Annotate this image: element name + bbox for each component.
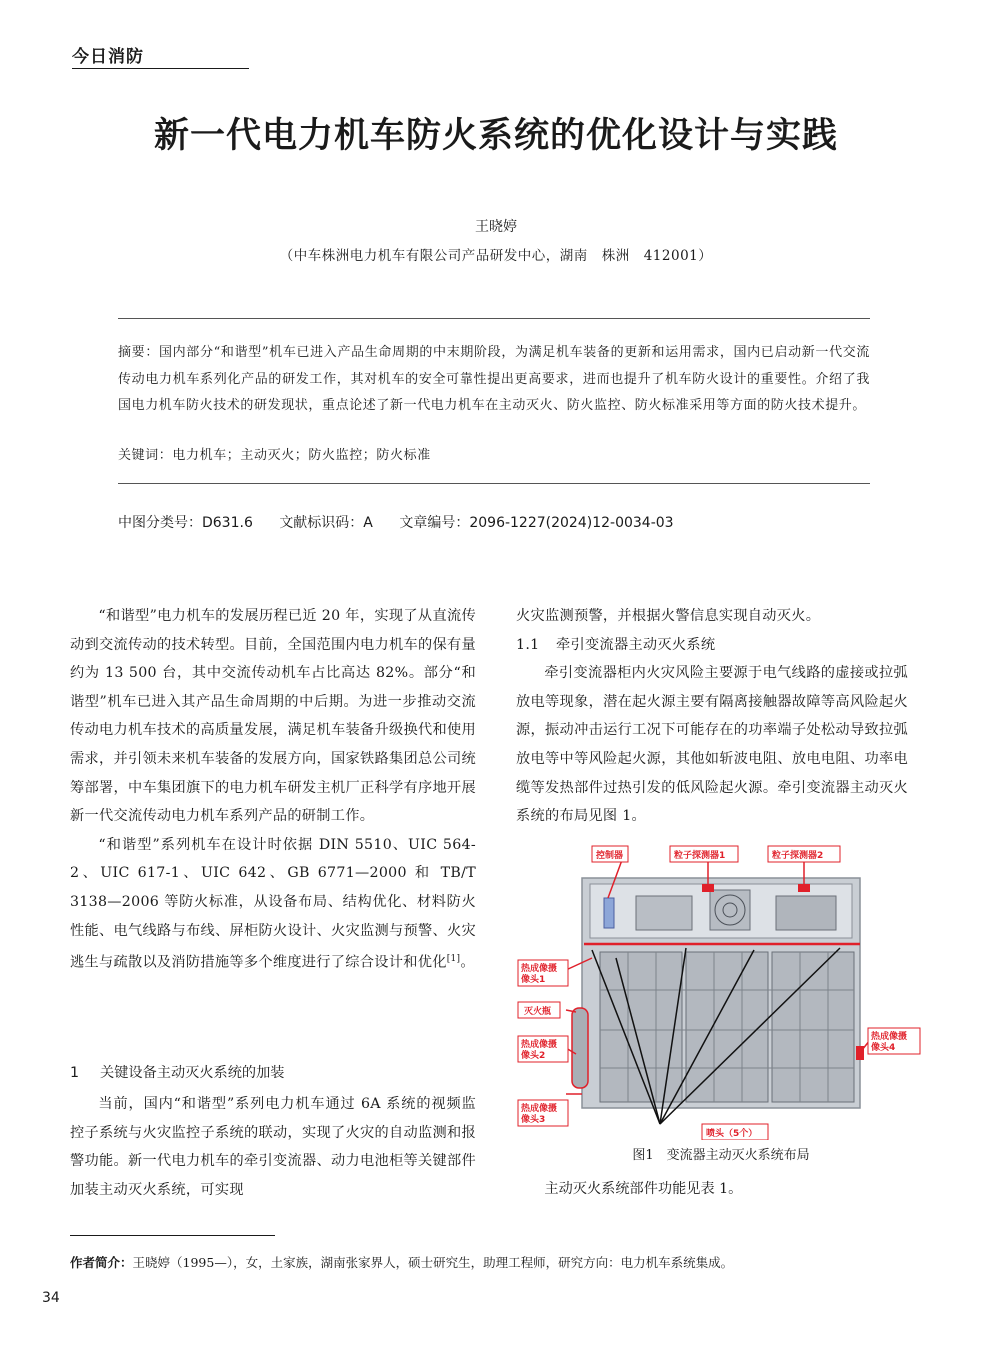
transformer-block (776, 896, 836, 930)
section-tag: 今日消防 (72, 47, 144, 67)
label-nozzle: 喷头（5个） (706, 1129, 758, 1139)
abstract-label: 摘要： (118, 345, 159, 360)
body-paragraph-5: 主动灭火系统部件功能见表 1。 (544, 1181, 743, 1197)
classification-line (118, 512, 696, 532)
extinguisher-bottle (572, 1008, 588, 1088)
abstract (118, 340, 870, 420)
keywords-label: 关键词： (118, 448, 173, 463)
label-particle-detector-2: 粒子探测器2 (772, 851, 824, 861)
abstract-bottom-rule (118, 483, 870, 484)
label-thermal-camera-1: 热成像摄 (521, 964, 558, 974)
author-name: 王晓婷 (475, 219, 517, 235)
citation-ref: [1] (446, 954, 461, 965)
particle-detector-2-marker (798, 884, 810, 892)
footnote-text: 王晓婷（1995—），女，土家族，湖南张家界人，硕士研究生，助理工程师，研究方向：电力机车系统集成。 (132, 1255, 734, 1270)
keywords-text: 电力机车；主动灭火；防火监控；防火标准 (172, 448, 431, 463)
body-paragraph-1: “和谐型”电力机车的发展历程已近 20 年，实现了从直流传动到交流传动的技术转型。目前，全国范围内电力机车的保有量约为 13 500 台，其中交流传动机车占比高达 82%。部分“和谐型”机车已进入其产品生命周期的中后期。为进一步推动交流传动电力机车技术的高质量发展，满足机车装备升级换代和使用需求，并引领未来机车装备的发展方向，国家铁路集团总公司统筹部署，中车集团旗下的电力机车研发主机厂正科学有序地开展新一代交流传动电力机车系列产品的研制工作。 (70, 608, 476, 825)
particle-detector-1-marker (702, 884, 714, 892)
section-tag-rule (72, 68, 249, 69)
abstract-text: 国内部分“和谐型”机车已进入产品生命周期的中末期阶段，为满足机车装备的更新和运用需求，国内已启动新一代交流传动电力机车系列化产品的研发工作，其对机车的安全可靠性提出更高要求，进而也提升了机车防火设计的重要性。介绍了我国电力机车防火技术的研发现状，重点论述了新一代电力机车在主动灭火、防火监控、防火标准采用等方面的防火技术提升。 (118, 345, 870, 413)
module-bay-2 (686, 952, 768, 1102)
label-thermal-camera-4: 热成像摄 (871, 1032, 908, 1042)
article-title: 新一代电力机车防火系统的优化设计与实践 (153, 115, 838, 156)
label-controller: 控制器 (596, 851, 624, 861)
figure-caption: 图1 变流器主动灭火系统布局 (632, 1148, 810, 1163)
document-code: 文献标识码：A (279, 515, 373, 531)
label-particle-detector-1: 粒子探测器1 (674, 851, 726, 861)
svg-text:像头3: 像头3 (521, 1115, 546, 1125)
controller-unit (604, 898, 614, 928)
figure-converter-fire-system (516, 840, 926, 1140)
body-left-column (70, 602, 476, 977)
body-paragraph-3: 当前，国内“和谐型”系列电力机车通过 6A 系统的视频监控子系统与火灾监控子系统的联动，实现了火灾的自动监测和报警功能。新一代电力机车的牵引变流器、动力电池柜等关键部件加装主动灭火系统，可实现 (70, 1096, 476, 1198)
contactor-block (636, 896, 692, 930)
abstract-top-rule (118, 318, 870, 319)
label-extinguisher: 灭火瓶 (524, 1007, 552, 1017)
body-paragraph-4: 牵引变流器柜内火灾风险主要源于电气线路的虚接或拉弧放电等现象，潜在起火源主要有隔离接触器故障等高风险起火源，振动冲击运行工况下可能存在的功率端子处松动导致拉弧放电等中等风险起火源，其他如斩波电阻、放电电阻、功率电缆等发热部件过热引发的低风险起火源。牵引变流器主动灭火系统的布局见图 1。 (516, 665, 908, 825)
body-left-column-continued (70, 1090, 476, 1204)
section-heading-1-1-text: 牵引变流器主动灭火系统 (556, 636, 716, 653)
body-paragraph-2-end: 。 (460, 954, 475, 971)
label-thermal-camera-3: 热成像摄 (521, 1104, 558, 1114)
section-heading-1-1 (516, 631, 908, 660)
fan-unit (710, 890, 750, 930)
body-paragraph-3-continued: 火灾监测预警，并根据火警信息实现自动灭火。 (516, 608, 821, 624)
page-number: 34 (42, 1290, 60, 1306)
svg-text:像头2: 像头2 (521, 1051, 546, 1061)
keywords (118, 443, 870, 469)
section-heading-1 (70, 1062, 284, 1082)
footnote-label: 作者简介： (70, 1255, 133, 1270)
author-footnote (70, 1253, 930, 1271)
section-heading-1-number: 1 (70, 1065, 80, 1081)
section-heading-1-1-number: 1.1 (516, 636, 540, 653)
svg-text:像头4: 像头4 (871, 1043, 896, 1053)
body-right-column (516, 602, 908, 831)
section-heading-1-text: 关键设备主动灭火系统的加装 (100, 1065, 285, 1081)
body-paragraph-2-text: “和谐型”系列机车在设计时依据 DIN 5510、UIC 564-2、UIC 617-1、UIC 642、GB 6771—2000 和 TB/T 3138—2006 等防火标准，从设备布局、结构优化、材料防火性能、电气线路与布线、屏柜防火设计、火灾监测与预警、火灾逃生与疏散以及消防措施等多个维度进行了综合设计和优化 (70, 836, 476, 971)
module-bay-1 (600, 952, 682, 1102)
svg-text:像头1: 像头1 (521, 975, 546, 985)
footnote-rule (70, 1235, 275, 1236)
body-paragraph-2 (70, 831, 476, 978)
article-number: 文章编号：2096-1227(2024)12-0034-03 (399, 515, 674, 531)
author-affiliation: （中车株洲电力机车有限公司产品研发中心，湖南 株洲 412001） (279, 248, 713, 264)
clc-number: 中图分类号：D631.6 (118, 515, 253, 531)
label-thermal-camera-2: 热成像摄 (521, 1040, 558, 1050)
